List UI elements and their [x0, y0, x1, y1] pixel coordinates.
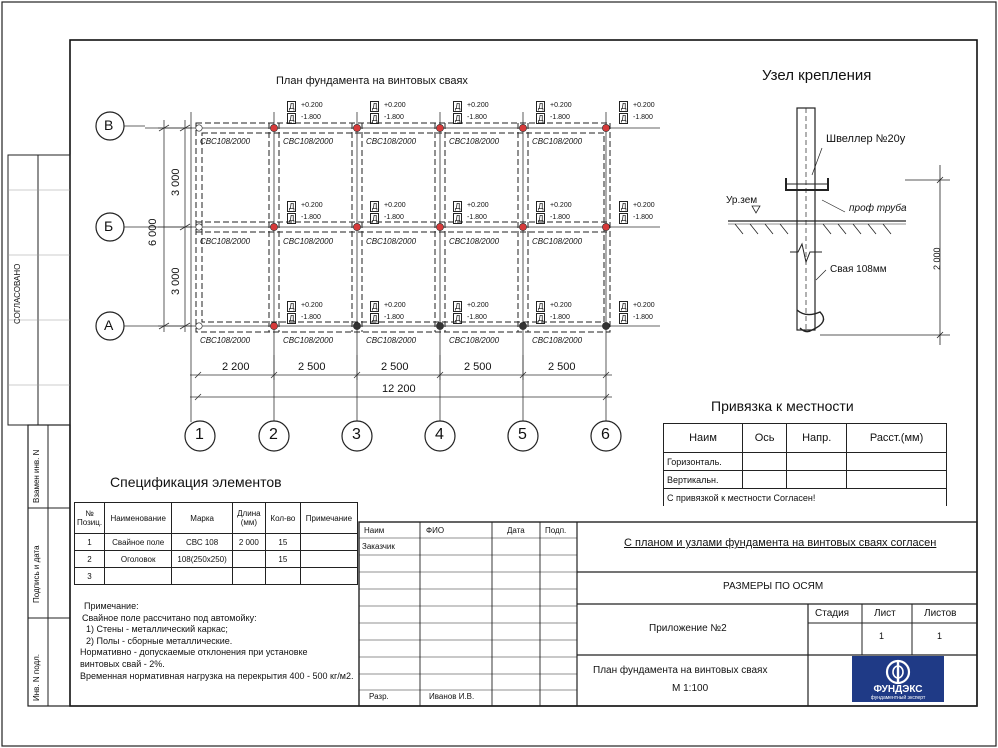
pile-marker [436, 223, 443, 230]
dim-h-3: 2 500 [381, 361, 409, 373]
priv-header-axis: Ось [743, 424, 787, 453]
level-marker: Д [455, 202, 461, 211]
stamp-header-sign: Подп. [545, 526, 567, 535]
level-bottom: -1.800 [550, 314, 570, 321]
spec-cell: 108(250х250) [172, 551, 233, 568]
pile-label: СВС108/2000 [366, 137, 417, 146]
pile-marker [353, 223, 360, 230]
spec-header-mark: Марка [172, 503, 233, 534]
priv-row-label: Горизонталь. [664, 453, 743, 471]
stamp-stage-label: Стадия [815, 608, 850, 619]
axis-col-6: 6 [601, 426, 610, 443]
priv-row-horizontal [664, 453, 947, 471]
pile-label: СВС108/2000 [366, 237, 417, 246]
stamp-scale: М 1:100 [672, 683, 709, 694]
level-bottom: -1.800 [550, 214, 570, 221]
dim-h-5: 2 500 [548, 361, 576, 373]
dim-h-2: 2 500 [298, 361, 326, 373]
side-sign-date: Подпись и дата [32, 545, 41, 603]
level-marker: Д [372, 114, 378, 123]
level-bottom: -1.800 [384, 214, 404, 221]
stamp-sheet-label: Лист [874, 608, 896, 619]
privyazka-table [663, 423, 947, 506]
spec-header-qty: Кол-во [265, 503, 300, 534]
level-top: +0.200 [467, 302, 489, 309]
pile-marker [436, 322, 443, 329]
stamp-sheets: 1 [937, 631, 943, 641]
level-marker: Д [621, 314, 627, 323]
level-marker: Д [455, 302, 461, 311]
stamp-drawing-title: План фундамента на винтовых сваях [593, 665, 768, 676]
level-bottom: -1.800 [467, 314, 487, 321]
spec-cell [265, 568, 300, 585]
level-top: +0.200 [550, 102, 572, 109]
dim-v-2: 3 000 [170, 267, 182, 295]
level-bottom: -1.800 [384, 114, 404, 121]
stamp-appendix: Приложение №2 [649, 623, 727, 634]
level-top: +0.200 [467, 202, 489, 209]
spec-header-note: Примечание [300, 503, 357, 534]
level-marker: Д [289, 102, 295, 111]
priv-row-vertical [664, 471, 947, 489]
stamp-header-name: Наим [364, 526, 385, 535]
pile-label: СВС108/2000 [532, 237, 583, 246]
priv-header-dir: Напр. [787, 424, 847, 453]
stamp-header-date: Дата [507, 526, 525, 535]
pile-label: СВС108/2000 [449, 237, 500, 246]
level-bottom: -1.800 [550, 114, 570, 121]
level-bottom: -1.800 [467, 114, 487, 121]
level-marker: Д [621, 302, 627, 311]
level-bottom: -1.800 [301, 314, 321, 321]
plan-title: План фундамента на винтовых сваях [276, 75, 468, 87]
level-marker: Д [289, 214, 295, 223]
dim-h-1: 2 200 [222, 361, 250, 373]
note-line: Свайное поле рассчитано под автомойку: [82, 612, 257, 623]
pile-label: СВС108/2000 [200, 336, 251, 345]
level-marker: Д [289, 314, 295, 323]
spec-cell [300, 568, 357, 585]
spec-title: Спецификация элементов [110, 474, 282, 490]
level-marker: Д [538, 114, 544, 123]
level-marker: Д [538, 102, 544, 111]
level-marker: Д [538, 314, 544, 323]
stamp-sheets-label: Листов [924, 608, 957, 619]
spec-cell: 2 000 [232, 534, 265, 551]
spec-cell [232, 568, 265, 585]
level-marker: Д [455, 314, 461, 323]
axis-col-4: 4 [435, 426, 444, 443]
company-logo [852, 656, 944, 702]
spec-cell: 2 [75, 551, 105, 568]
level-top: +0.200 [301, 302, 323, 309]
dim-h-4: 2 500 [464, 361, 492, 373]
note-line: Нормативно - допускаемые отклонения при установке [80, 647, 308, 658]
pile-marker [270, 124, 277, 131]
stamp-developer: Разр. [369, 692, 389, 701]
note-line: 2) Полы - сборные металлические. [86, 635, 233, 646]
stamp-dimensions-note: РАЗМЕРЫ ПО ОСЯМ [723, 581, 824, 592]
spec-cell: 15 [265, 551, 300, 568]
level-marker: Д [289, 202, 295, 211]
spec-header-name: Наименование [105, 503, 172, 534]
pile-marker [270, 223, 277, 230]
level-marker: Д [621, 102, 627, 111]
spec-cell: 15 [265, 534, 300, 551]
side-inv-original: Инв. N подл. [32, 653, 41, 701]
logo-emblem-icon [878, 659, 918, 685]
stamp-agreed: С планом и узлами фундамента на винтовых сваях согласен [624, 537, 937, 549]
level-bottom: -1.800 [633, 214, 653, 221]
level-top: +0.200 [384, 102, 406, 109]
pile-label: СВС108/2000 [200, 137, 251, 146]
level-marker: Д [538, 302, 544, 311]
side-inv-replace: Взамен инв. N [32, 449, 41, 503]
logo-tagline: фундаментный эксперт [870, 695, 926, 701]
priv-header-dist: Расст.(мм) [847, 424, 947, 453]
spec-cell: Свайное поле [105, 534, 172, 551]
level-top: +0.200 [301, 202, 323, 209]
pile-marker [270, 322, 277, 329]
node-height: 2 000 [932, 247, 942, 270]
side-agreed: СОГЛАСОВАНО [13, 263, 22, 324]
table-row [75, 551, 358, 568]
pile-marker [353, 124, 360, 131]
level-top: +0.200 [550, 202, 572, 209]
node-channel: Швеллер №20у [826, 133, 906, 145]
spec-cell: 1 [75, 534, 105, 551]
axis-row-v: В [104, 117, 114, 133]
level-marker: Д [621, 114, 627, 123]
level-marker: Д [621, 214, 627, 223]
pile-marker [519, 322, 526, 329]
note-line: Примечание: [84, 601, 139, 611]
note-line: винтовых свай - 2%. [80, 658, 165, 669]
spec-cell [105, 568, 172, 585]
pile-marker [602, 124, 609, 131]
level-bottom: -1.800 [384, 314, 404, 321]
pile-label: СВС108/2000 [283, 137, 334, 146]
level-marker: Д [621, 202, 627, 211]
level-marker: Д [455, 114, 461, 123]
level-marker: Д [372, 202, 378, 211]
axis-row-b: Б [104, 218, 114, 234]
dim-v-1: 3 000 [170, 168, 182, 196]
level-top: +0.200 [550, 302, 572, 309]
note-line: 1) Стены - металлический каркас; [86, 624, 228, 635]
stamp-customer: Заказчик [362, 542, 395, 551]
spec-cell: 3 [75, 568, 105, 585]
privyazka-title: Привязка к местности [711, 398, 854, 414]
level-marker: Д [372, 214, 378, 223]
axis-row-a: А [104, 317, 114, 333]
axis-col-2: 2 [269, 426, 278, 443]
level-marker: Д [538, 202, 544, 211]
pile-marker [519, 223, 526, 230]
node-ground: Ур.зем [726, 195, 758, 206]
node-title: Узел крепления [762, 67, 872, 84]
spec-cell: СВС 108 [172, 534, 233, 551]
level-bottom: -1.800 [301, 114, 321, 121]
pile-marker [196, 125, 202, 131]
node-prof-pipe: проф труба [849, 203, 907, 214]
pile-label: СВС108/2000 [283, 237, 334, 246]
level-bottom: -1.800 [633, 314, 653, 321]
dim-h-total: 12 200 [382, 383, 416, 395]
level-top: +0.200 [633, 302, 655, 309]
pile-label: СВС108/2000 [449, 137, 500, 146]
pile-label: СВС108/2000 [200, 237, 251, 246]
dim-v-total: 6 000 [147, 218, 159, 246]
spec-cell [300, 551, 357, 568]
pile-label: СВС108/2000 [366, 336, 417, 345]
level-marker: Д [289, 302, 295, 311]
node-pile: Свая 108мм [830, 264, 887, 275]
level-top: +0.200 [301, 102, 323, 109]
level-marker: Д [372, 102, 378, 111]
pile-marker [436, 124, 443, 131]
spec-header-length: Длина (мм) [232, 503, 265, 534]
level-marker: Д [372, 302, 378, 311]
pile-label: СВС108/2000 [283, 336, 334, 345]
note-line: Временная нормативная нагрузка на перекрытия 400 - 500 кг/м2. [80, 670, 354, 681]
level-marker: Д [455, 102, 461, 111]
notes-block [80, 601, 353, 682]
spec-cell [300, 534, 357, 551]
pile-marker [353, 322, 360, 329]
table-row [75, 534, 358, 551]
spec-table [74, 502, 358, 585]
pile-label: СВС108/2000 [532, 336, 583, 345]
level-top: +0.200 [467, 102, 489, 109]
level-top: +0.200 [633, 202, 655, 209]
level-top: +0.200 [384, 202, 406, 209]
logo-name: ФУНДЭКС [873, 684, 923, 695]
priv-row-label: Вертикальн. [664, 471, 743, 489]
priv-header-name: Наим [664, 424, 743, 453]
stamp-developer-name: Иванов И.В. [429, 692, 475, 701]
level-marker: Д [538, 214, 544, 223]
spec-header-pos: № Позиц. [75, 503, 105, 534]
level-bottom: -1.800 [633, 114, 653, 121]
stamp-sheet: 1 [879, 631, 885, 641]
pile-label: СВС108/2000 [532, 137, 583, 146]
level-marker: Д [455, 214, 461, 223]
pile-marker [196, 224, 202, 230]
level-bottom: -1.800 [301, 214, 321, 221]
priv-footer: С привязкой к местности Согласен! [664, 489, 947, 507]
spec-cell [172, 568, 233, 585]
level-top: +0.200 [633, 102, 655, 109]
pile-label: СВС108/2000 [449, 336, 500, 345]
pile-marker [519, 124, 526, 131]
axis-col-1: 1 [195, 426, 204, 443]
axis-col-3: 3 [352, 426, 361, 443]
axis-col-5: 5 [518, 426, 527, 443]
pile-marker [602, 223, 609, 230]
spec-cell [232, 551, 265, 568]
spec-cell: Оголовок [105, 551, 172, 568]
pile-marker [602, 322, 609, 329]
level-marker: Д [372, 314, 378, 323]
level-marker: Д [289, 114, 295, 123]
pile-marker [196, 323, 202, 329]
stamp-header-fio: ФИО [426, 526, 445, 535]
table-row [75, 568, 358, 585]
level-top: +0.200 [384, 302, 406, 309]
level-bottom: -1.800 [467, 214, 487, 221]
